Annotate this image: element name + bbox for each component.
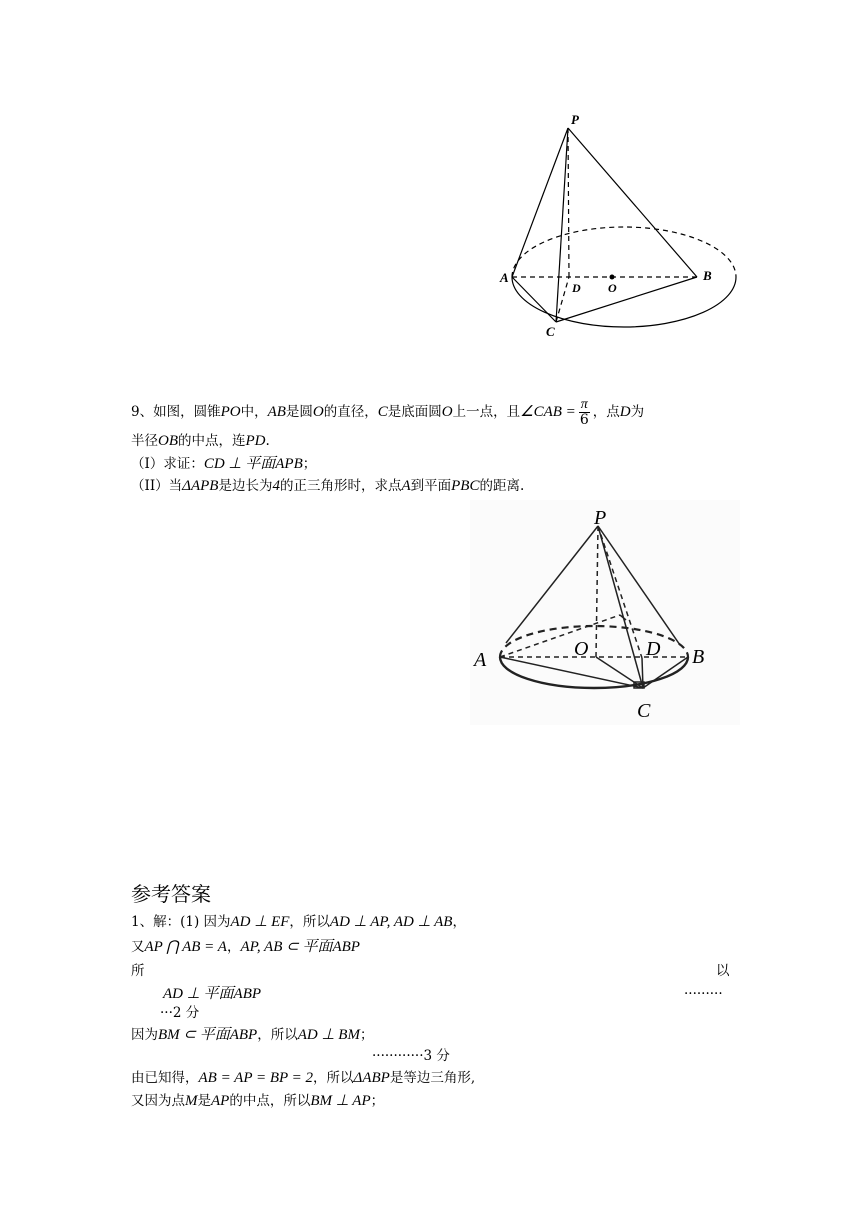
label-p: P bbox=[571, 112, 579, 127]
answer-line-8: 由已知得，AB = AP = BP = 2，所以ΔABP是等边三角形, bbox=[131, 1070, 476, 1086]
answer-line-3-right: 以 bbox=[716, 963, 730, 979]
fraction-pi-6: $\frac{\pi}{6}$ bbox=[579, 397, 589, 428]
label-b: B bbox=[692, 646, 705, 668]
answer-line-9: 又因为点M是AP的中点，所以BM ⊥ AP； bbox=[131, 1093, 385, 1109]
answer-line-1: 1、解：(1) 因为AD ⊥ EF，所以AD ⊥ AP, AD ⊥ AB， bbox=[131, 914, 466, 930]
label-c: C bbox=[637, 700, 651, 722]
edge-ac bbox=[512, 277, 556, 322]
label-b: B bbox=[703, 268, 712, 283]
answers-heading: 参考答案 bbox=[131, 882, 211, 906]
edge-dc bbox=[642, 658, 643, 688]
edge-pb bbox=[568, 128, 697, 277]
answer-line-3-left: 所 bbox=[131, 963, 145, 979]
edge-pc bbox=[556, 128, 568, 322]
base-front-arc bbox=[512, 277, 736, 327]
label-p: P bbox=[594, 507, 607, 529]
edge-pd bbox=[568, 128, 569, 277]
problem9-part1: （I）求证：CD ⊥ 平面APB； bbox=[131, 456, 317, 472]
cone-figure-1 bbox=[490, 100, 740, 350]
label-d: D bbox=[646, 638, 661, 660]
label-d: D bbox=[572, 281, 581, 295]
label-o: O bbox=[608, 281, 617, 295]
answer-line-6: 因为BM ⊂ 平面ABP，所以AD ⊥ BM； bbox=[131, 1027, 374, 1043]
answer-line-4: AD ⊥ 平面ABP bbox=[163, 986, 262, 1002]
problem9-line1: 9、如图，圆锥PO中，AB是圆O的直径，C是底面圆O上一点，且∠CAB = $\frac{\pi}{6}$ ，点D为 bbox=[131, 397, 645, 428]
center-o-point bbox=[610, 275, 615, 280]
label-a: A bbox=[500, 270, 509, 285]
answer-line-2: 又AP ⋂ AB = A，AP, AB ⊂ 平面ABP bbox=[131, 939, 360, 955]
cone-figure-2 bbox=[470, 500, 740, 725]
problem9-part2: （II）当ΔAPB是边长为4的正三角形时，求点A到平面PBC的距离. bbox=[131, 478, 525, 494]
problem9-line2: 半径OB的中点，连PD. bbox=[131, 433, 270, 449]
label-o: O bbox=[574, 638, 589, 660]
answer-line-7: ············3 分 bbox=[372, 1048, 450, 1064]
label-a: A bbox=[474, 649, 487, 671]
label-c: C bbox=[546, 324, 555, 339]
answer-line-5: ···2 分 bbox=[160, 1005, 200, 1021]
answer-line-4-dots: ········· bbox=[684, 986, 723, 1002]
